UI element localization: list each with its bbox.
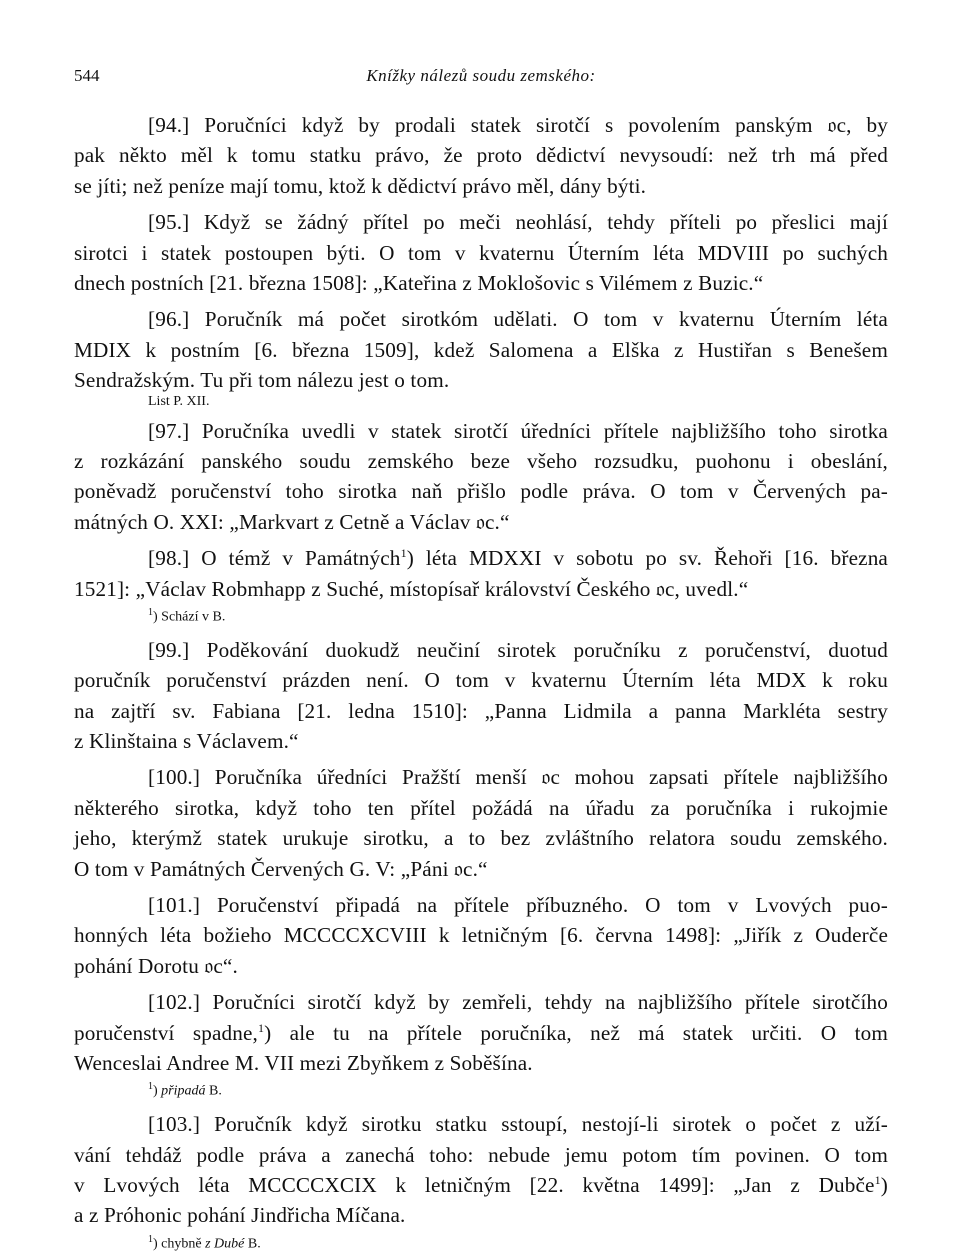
paragraph-line: z rozkázání panského soudu zemského beze všeho rozsudku, puohonu i obeslání, (74, 449, 888, 474)
paragraph-line: Sendražským. Tu při tom nálezu jest o tom. (74, 368, 450, 393)
paragraph-line: 1521]: „Václav Robmhapp z Suché, místopísař království Českého 𝔬c, uvedl.“ (74, 576, 749, 601)
paragraph-102 (74, 987, 888, 1078)
footnote-number: 1 (148, 607, 153, 619)
paragraph-line (74, 1170, 888, 1200)
text-run: v Lvových léta MCCCCXCIX k letničným [22. května 1499]: „Jan z Dubče (74, 1172, 875, 1197)
footnote-text: B. (244, 1236, 261, 1252)
footnote-marker: 1 (258, 1020, 265, 1035)
paragraph-line: pak někto měl k tomu statku právo, že proto dědictví nevysoudí: než trh má před (74, 143, 888, 168)
paragraph-line: [95.] Když se žádný přítel po meči neohlásí, tehdy příteli po přeslici mají (148, 210, 888, 235)
paragraph-101 (74, 890, 888, 981)
paragraph-line: MDIX k postním [6. března 1509], kdež Salomena a Elška z Hustiřan s Benešem (74, 337, 888, 362)
footnote-italic: připadá (161, 1084, 206, 1100)
paragraph-line: [102.] Poručníci sirotčí když by zemřeli, tehdy na najbližšího přítele sirotčího (148, 990, 888, 1015)
footnote-number: 1 (148, 1081, 153, 1093)
footnote (148, 1078, 888, 1101)
paragraph-line: [103.] Poručník když sirotku statku sstoupí, nestojí-li sirotek o počet z uží- (148, 1112, 888, 1137)
paragraph-99 (74, 635, 888, 757)
footnote (148, 604, 888, 627)
footnote-text: ) Schází v B. (153, 609, 226, 625)
paragraph-line: [94.] Poručníci když by prodali statek sirotčí s povolením panským 𝔬c, by (148, 113, 888, 137)
paragraph-line: [97.] Poručníka uvedli v statek sirotčí úředníci přítele najbližšího toho sirotka (148, 418, 888, 443)
footnote-text: ) (153, 1084, 162, 1100)
paragraph-line: honných léta božieho MCCCCXCVIII k letničným [6. června 1498]: „Jiřík z Ouderče (74, 923, 888, 948)
paragraph-103 (74, 1109, 888, 1231)
paragraph-line: poručník poručenství prázden není. O tom v kvaternu Úterním léta MDX k roku (74, 668, 888, 693)
paragraph-line: vání tehdáž podle práva a zanechá toho: nebude jemu potom tím povinen. O tom (74, 1142, 888, 1167)
paragraph-94 (74, 110, 888, 201)
footnote-text: ) chybně (153, 1236, 206, 1252)
paragraph-line: [101.] Poručenství připadá na přítele příbuzného. O tom v Lvových puo- (148, 893, 888, 917)
paragraph-line: a z Próhonic pohání Jindřicha Míčana. (74, 1203, 406, 1228)
list-reference: List P. XII. (148, 393, 210, 409)
text-run: ) léta MDXXI v sobotu po sv. Řehoři [16. března (406, 546, 888, 571)
paragraph-line: z Klinštaina s Václavem.“ (74, 728, 299, 753)
paragraph-line: na zajtří sv. Fabiana [21. ledna 1510]: „Panna Lidmila a panna Markléta sestry (74, 698, 888, 723)
paragraph-line (74, 1018, 888, 1048)
text-run: ) ale tu na přítele poručníka, než má statek určiti. O tom (264, 1020, 888, 1045)
footnote-italic: z Dubé (205, 1236, 245, 1252)
paragraph-100 (74, 762, 888, 884)
paragraph-line: se jíti; než peníze mají tomu, ktož k dědictví právo měl, dány býti. (74, 173, 647, 198)
paragraph-line: dnech postních [21. března 1508]: „Kateřina z Moklošovic s Vilémem z Buzic.“ (74, 271, 764, 296)
footnote-text: B. (205, 1084, 222, 1100)
paragraph-line (74, 543, 888, 573)
paragraph-line: [96.] Poručník má počet sirotkóm udělati. O tom v kvaternu Úterním léta (148, 307, 888, 332)
paragraph-line: poněvadž poručenství toho sirotka naň přišlo podle práva. O tom v Červených pa- (74, 479, 888, 504)
paragraph-line: pohání Dorotu 𝔬c“. (74, 953, 238, 978)
text-run: ) (880, 1172, 888, 1197)
paragraph-line: jeho, kterýmž statek urukuje sirotku, a to bez zvláštního relatora soudu zemského. (74, 826, 888, 851)
text-run: [98.] O témž v Památných (148, 546, 401, 571)
running-title: Knížky nálezů soudu zemského: (366, 66, 596, 85)
footnote-marker: 1 (400, 546, 407, 561)
page-number: 544 (74, 66, 100, 85)
footnote-number: 1 (148, 1233, 153, 1245)
paragraph-line: sirotci i statek postoupen býti. O tom v kvaternu Úterním léta MDVIII po suchých (74, 240, 888, 265)
paragraph-96 (74, 304, 888, 395)
paragraph-line: [100.] Poručníka úředníci Pražští menší 𝔬c mohou zapsati přítele najbližšího (148, 765, 888, 790)
paragraph-line: Wenceslai Andree M. VII mezi Zbyňkem z Soběšína. (74, 1051, 533, 1076)
paragraph-line: O tom v Památných Červených G. V: „Páni 𝔬c.“ (74, 856, 488, 881)
footnote (148, 1231, 888, 1254)
page-header (74, 66, 888, 96)
paragraph-line: mátných O. XXI: „Markvart z Cetně a Václav 𝔬c.“ (74, 509, 510, 534)
paragraph-97 (74, 416, 888, 538)
paragraph-95 (74, 207, 888, 298)
paragraph-98 (74, 543, 888, 604)
text-run: poručenství spadne, (74, 1020, 258, 1045)
paragraph-line: [99.] Poděkování duokudž neučiní sirotek poručníku z poručenství, duotud (148, 637, 888, 662)
footnote-marker: 1 (874, 1172, 881, 1187)
paragraph-line: některého sirotka, když toho ten přítel požádá na úřadu za poručníka i rukojmie (74, 795, 888, 820)
